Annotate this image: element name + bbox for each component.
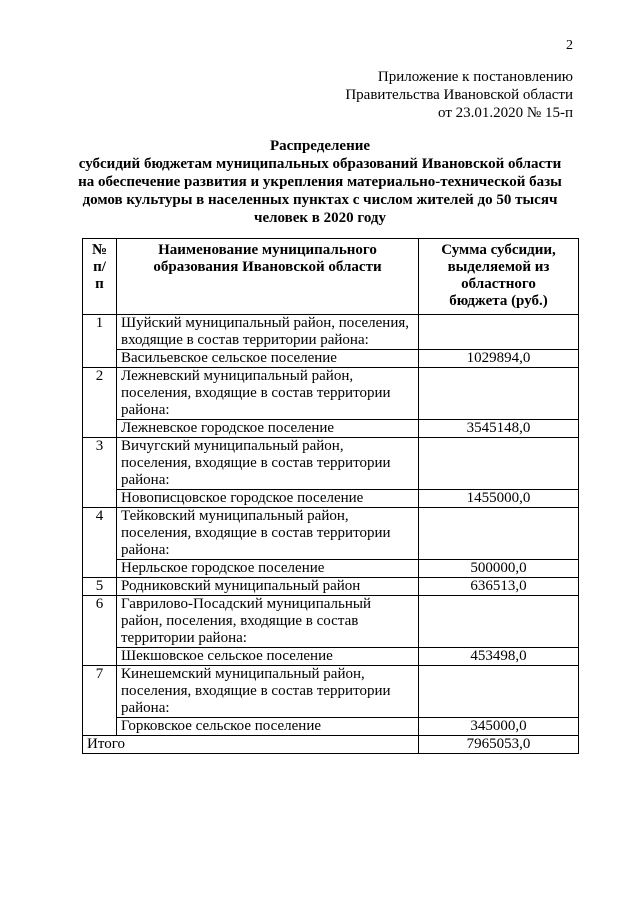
title-line: человек в 2020 году (253, 210, 386, 226)
amount-cell: 453498,0 (419, 648, 579, 666)
table-body (83, 315, 579, 736)
table-row (83, 438, 579, 490)
amount-cell: 345000,0 (419, 718, 579, 736)
empty-sum-cell (419, 315, 579, 350)
title-line: на обеспечение развития и укрепления материально-технической базы (78, 174, 562, 190)
total-row (83, 736, 579, 754)
district-name: Тейковский муниципальный район, поселения, входящие в состав территории района: (117, 508, 419, 560)
amount-cell: 1029894,0 (419, 350, 579, 368)
subsidy-table (82, 238, 579, 754)
empty-sum-cell (419, 438, 579, 490)
district-name: Вичугский муниципальный район, поселения, входящие в состав территории района: (117, 438, 419, 490)
district-name: Кинешемский муниципальный район, поселения, входящие в состав территории района: (117, 666, 419, 718)
document-title (60, 137, 580, 227)
appendix-line: от 23.01.2020 № 15-п (438, 105, 573, 121)
amount-cell: 3545148,0 (419, 420, 579, 438)
title-line: субсидий бюджетам муниципальных образований Ивановской области (78, 156, 562, 172)
empty-sum-cell (419, 596, 579, 648)
appendix-line: Правительства Ивановской области (345, 87, 573, 103)
amount-cell: 500000,0 (419, 560, 579, 578)
amount-cell: 1455000,0 (419, 490, 579, 508)
table-row (83, 718, 579, 736)
settlement-name: Шекшовское сельское поселение (117, 648, 419, 666)
table-row (83, 648, 579, 666)
header-sum: Сумма субсидии, выделяемой из областного бюджета (руб.) (419, 239, 579, 315)
empty-sum-cell (419, 666, 579, 718)
settlement-name: Лежневское городское поселение (117, 420, 419, 438)
table-row (83, 666, 579, 718)
table-row (83, 350, 579, 368)
empty-sum-cell (419, 508, 579, 560)
total-amount: 7965053,0 (419, 736, 579, 754)
table-row (83, 596, 579, 648)
settlement-name: Горковское сельское поселение (117, 718, 419, 736)
title-line: домов культуры в населенных пунктах с числом жителей до 50 тысяч (82, 192, 558, 208)
row-number: 6 (83, 596, 117, 666)
district-name: Шуйский муниципальный район, поселения, входящие в состав территории района: (117, 315, 419, 350)
row-number: 1 (83, 315, 117, 368)
row-number: 3 (83, 438, 117, 508)
table-row (83, 560, 579, 578)
table-row (83, 420, 579, 438)
district-name: Родниковский муниципальный район (117, 578, 419, 596)
header-num: № п/п (83, 239, 117, 315)
appendix-block (0, 68, 573, 122)
empty-sum-cell (419, 368, 579, 420)
title-line: Распределение (269, 138, 371, 154)
table-row (83, 490, 579, 508)
row-number: 5 (83, 578, 117, 596)
table-row (83, 368, 579, 420)
district-name: Лежневский муниципальный район, поселения, входящие в состав территории района: (117, 368, 419, 420)
settlement-name: Нерльское городское поселение (117, 560, 419, 578)
district-name: Гаврилово-Посадский муниципальный район, поселения, входящие в состав территории района: (117, 596, 419, 648)
table-row (83, 578, 579, 596)
settlement-name: Новописцовское городское поселение (117, 490, 419, 508)
page-number: 2 (566, 38, 573, 53)
appendix-line: Приложение к постановлению (377, 69, 573, 85)
total-label: Итого (83, 736, 419, 754)
table-row (83, 508, 579, 560)
table-row (83, 315, 579, 350)
row-number: 4 (83, 508, 117, 578)
amount-cell: 636513,0 (419, 578, 579, 596)
row-number: 2 (83, 368, 117, 438)
header-name: Наименование муниципального образования Ивановской области (117, 239, 419, 315)
table-header-row (83, 239, 579, 315)
row-number: 7 (83, 666, 117, 736)
settlement-name: Васильевское сельское поселение (117, 350, 419, 368)
